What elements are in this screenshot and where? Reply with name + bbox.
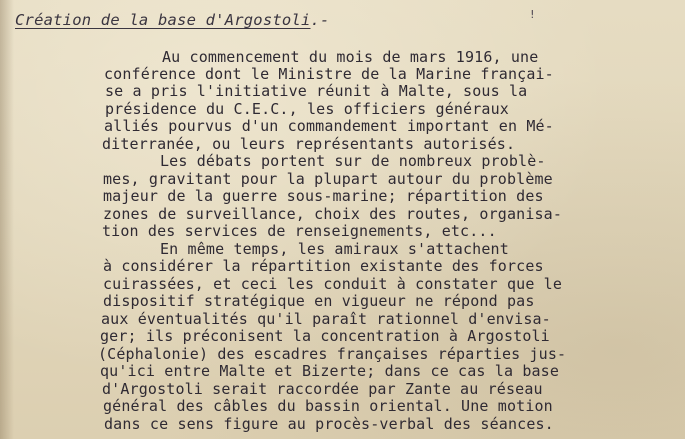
text-line: ger; ils préconisent la concentration à Argostoli (100, 327, 550, 345)
text-line: zones de surveillance, choix des routes, organisa- (103, 205, 563, 223)
text-line: général des câbles du bassin oriental. Une motion (103, 397, 553, 415)
text-line: cuirassées, et ceci les conduit à constater que le (103, 275, 563, 293)
text-line: majeur de la guerre sous-marine; répartition des (103, 187, 544, 205)
text-line: Les débats portent sur de nombreux problè- (160, 152, 546, 170)
title-text: Création de la base d'Argostoli (15, 11, 311, 29)
text-line: dans ce sens figure au procès-verbal des séances. (104, 415, 554, 433)
text-line: mes, gravitant pour la plupart autour du problème (103, 170, 553, 188)
text-line: Au commencement du mois de mars 1916, une (162, 48, 539, 66)
page-title (15, 11, 330, 29)
text-line: dispositif stratégique en vigueur ne répond pas (103, 292, 535, 310)
text-line: à considérer la répartition existante des forces (103, 257, 544, 275)
text-line: se a pris l'initiative réunit à Malte, sous la (105, 82, 528, 100)
page-fold-shadow (0, 0, 14, 439)
text-line: qu'ici entre Malte et Bizerte; dans ce cas la base (100, 362, 560, 380)
text-line: (Céphalonie) des escadres françaises réparties jus- (98, 345, 567, 363)
text-line: tion des services de renseignements, etc... (102, 222, 497, 240)
text-line: aux éventualités qu'il paraît rationnel d'envisa- (101, 310, 551, 328)
text-line: présidence du C.E.C., les officiers généraux (105, 100, 509, 118)
text-line: d'Argostoli serait raccordée par Zante au réseau (102, 380, 543, 398)
text-line: alliés pourvus d'un commandement important en Mé- (104, 117, 554, 135)
text-line: conférence dont le Ministre de la Marine françai- (104, 65, 554, 83)
text-line: diterranée, ou leurs représentants autorisés. (102, 135, 516, 153)
title-suffix: .- (310, 11, 330, 29)
margin-mark: ! (529, 8, 536, 21)
text-line: En même temps, les amiraux s'attachent (160, 240, 509, 258)
